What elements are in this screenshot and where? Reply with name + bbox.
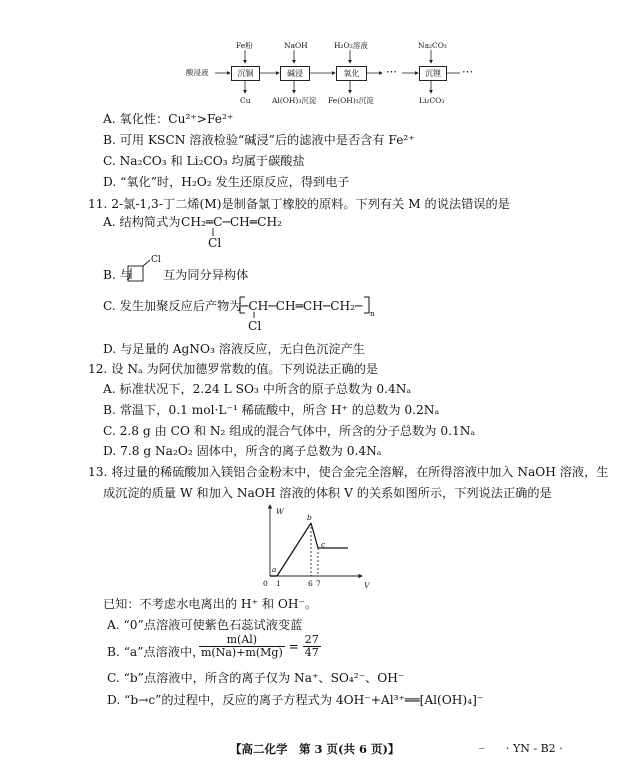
flow-ellipsis: ⋯ bbox=[386, 65, 397, 78]
graph-tick-6: 6 bbox=[308, 579, 313, 588]
q10-option-d: D. “氧化”时，H₂O₂ 发生还原反应，得到电子 bbox=[103, 175, 350, 189]
graph-origin: 0 bbox=[263, 579, 268, 588]
footer-code: · YN - B2 · bbox=[506, 742, 563, 755]
flow-output-li2co3: Li₂CO₃ bbox=[419, 96, 445, 105]
flow-box-oxidize: 氧化 bbox=[336, 66, 367, 81]
flow-output-cu: Cu bbox=[240, 96, 251, 105]
q13-ratio-numerator: 27 bbox=[304, 633, 319, 646]
q11-option-c-cl: Cl bbox=[248, 319, 262, 333]
q13-option-c: C. “b”点溶液中，所含的离子仅为 Na⁺、SO₄²⁻、OH⁻ bbox=[107, 671, 405, 685]
flow-box-lithium: 沉锂 bbox=[419, 66, 447, 81]
q13-known: 已知：不考虑水电离出的 H⁺ 和 OH⁻。 bbox=[103, 597, 318, 611]
q11-option-a-formula: CH₂═C─CH═CH₂ bbox=[181, 215, 282, 229]
q11-option-b-suffix: 互为同分异构体 bbox=[163, 268, 249, 282]
q12-option-c: C. 2.8 g 由 CO 和 N₂ 组成的混合气体中，所含的分子总数为 0.1Nₐ bbox=[103, 424, 476, 438]
q10-option-a: A. 氧化性：Cu²⁺>Fe²⁺ bbox=[103, 112, 234, 126]
q11-option-c-n: n bbox=[370, 309, 375, 318]
q13-option-b-prefix: B. “a”点溶液中， bbox=[107, 645, 205, 659]
footer-page-label: 【高二化学 第 3 页(共 6 页)】 bbox=[230, 742, 400, 756]
q13-option-d: D. “b→c”的过程中，反应的离子方程式为 4OH⁻+Al³⁺══[Al(OH)₄]⁻ bbox=[107, 693, 484, 707]
flow-ellipsis-end: ⋯ bbox=[462, 65, 473, 78]
flow-input-h2o2: H₂O₂溶液 bbox=[334, 41, 368, 50]
flow-box-alkali: 碱浸 bbox=[280, 66, 310, 81]
flow-box-copper: 沉铜 bbox=[231, 66, 260, 81]
q12-option-d: D. 7.8 g Na₂O₂ 固体中，所含的离子总数为 0.4Nₐ bbox=[103, 444, 382, 458]
q13-option-b-fraction bbox=[199, 634, 321, 659]
graph-point-c: c bbox=[321, 540, 326, 549]
graph-xlabel: V bbox=[364, 581, 370, 590]
q11-option-c-formula: ─CH─CH═CH─CH₂─ bbox=[241, 299, 363, 313]
graph-point-a: a bbox=[272, 565, 277, 574]
q11-option-c-prefix: C. 发生加聚反应后产物为 bbox=[103, 299, 242, 313]
flow-input-na2co3: Na₂CO₃ bbox=[418, 41, 447, 50]
q11-option-b-cl: Cl bbox=[151, 255, 161, 265]
q12-option-a: A. 标准状况下，2.24 L SO₃ 中所含的原子总数为 0.4Nₐ bbox=[103, 382, 412, 396]
q13-option-a: A. “0”点溶液可使紫色石蕊试液变蓝 bbox=[107, 618, 303, 632]
q13-fraction-equals: = bbox=[288, 639, 299, 654]
q13-fraction-numerator: m(Al) bbox=[199, 634, 285, 647]
q11-option-b-prefix: B. 与 bbox=[103, 268, 132, 282]
q11-option-a-prefix: A. 结构简式为 bbox=[103, 215, 181, 229]
q10-option-c: C. Na₂CO₃ 和 Li₂CO₃ 均属于碳酸盐 bbox=[103, 154, 305, 168]
q13-ratio-denominator: 47 bbox=[304, 646, 319, 659]
graph-tick-1: 1 bbox=[276, 579, 281, 588]
graph-point-b: b bbox=[307, 513, 312, 522]
q11-stem: 11. 2-氯-1,3-丁二烯(M)是制备氯丁橡胶的原料。下列有关 M 的说法错误的是 bbox=[88, 197, 510, 211]
graph-tick-7: 7 bbox=[316, 579, 321, 588]
flow-output-aloh3: Al(OH)₃沉淀 bbox=[272, 96, 317, 105]
q13-fraction-denominator: m(Na)+m(Mg) bbox=[201, 646, 283, 659]
footer-dash: _ bbox=[479, 736, 485, 749]
flow-start: 酸浸液 bbox=[186, 68, 209, 77]
q11-option-a-cl: Cl bbox=[208, 236, 222, 250]
q13-stem-line2: 成沉淀的质量 W 和加入 NaOH 溶液的体积 V 的关系如图所示，下列说法正确的是 bbox=[103, 486, 552, 500]
flow-input-fe: Fe粉 bbox=[236, 41, 253, 50]
q13-stem-line1: 13. 将过量的稀硫酸加入镁铝合金粉末中，使合金完全溶解，在所得溶液中加入 NaOH 溶液，生 bbox=[88, 465, 609, 479]
flow-output-feoh3: Fe(OH)₃沉淀 bbox=[328, 96, 374, 105]
q11-option-d: D. 与足量的 AgNO₃ 溶液反应，无白色沉淀产生 bbox=[103, 342, 365, 356]
q10-option-b: B. 可用 KSCN 溶液检验“碱浸”后的滤液中是否含有 Fe²⁺ bbox=[103, 133, 415, 147]
graph-ylabel: W bbox=[276, 507, 284, 516]
q12-option-b: B. 常温下，0.1 mol·L⁻¹ 稀硫酸中，所含 H⁺ 的总数为 0.2Nₐ bbox=[103, 403, 440, 417]
q12-stem: 12. 设 Nₐ 为阿伏加德罗常数的值。下列说法正确的是 bbox=[88, 362, 379, 376]
flow-input-naoh: NaOH bbox=[284, 41, 308, 50]
